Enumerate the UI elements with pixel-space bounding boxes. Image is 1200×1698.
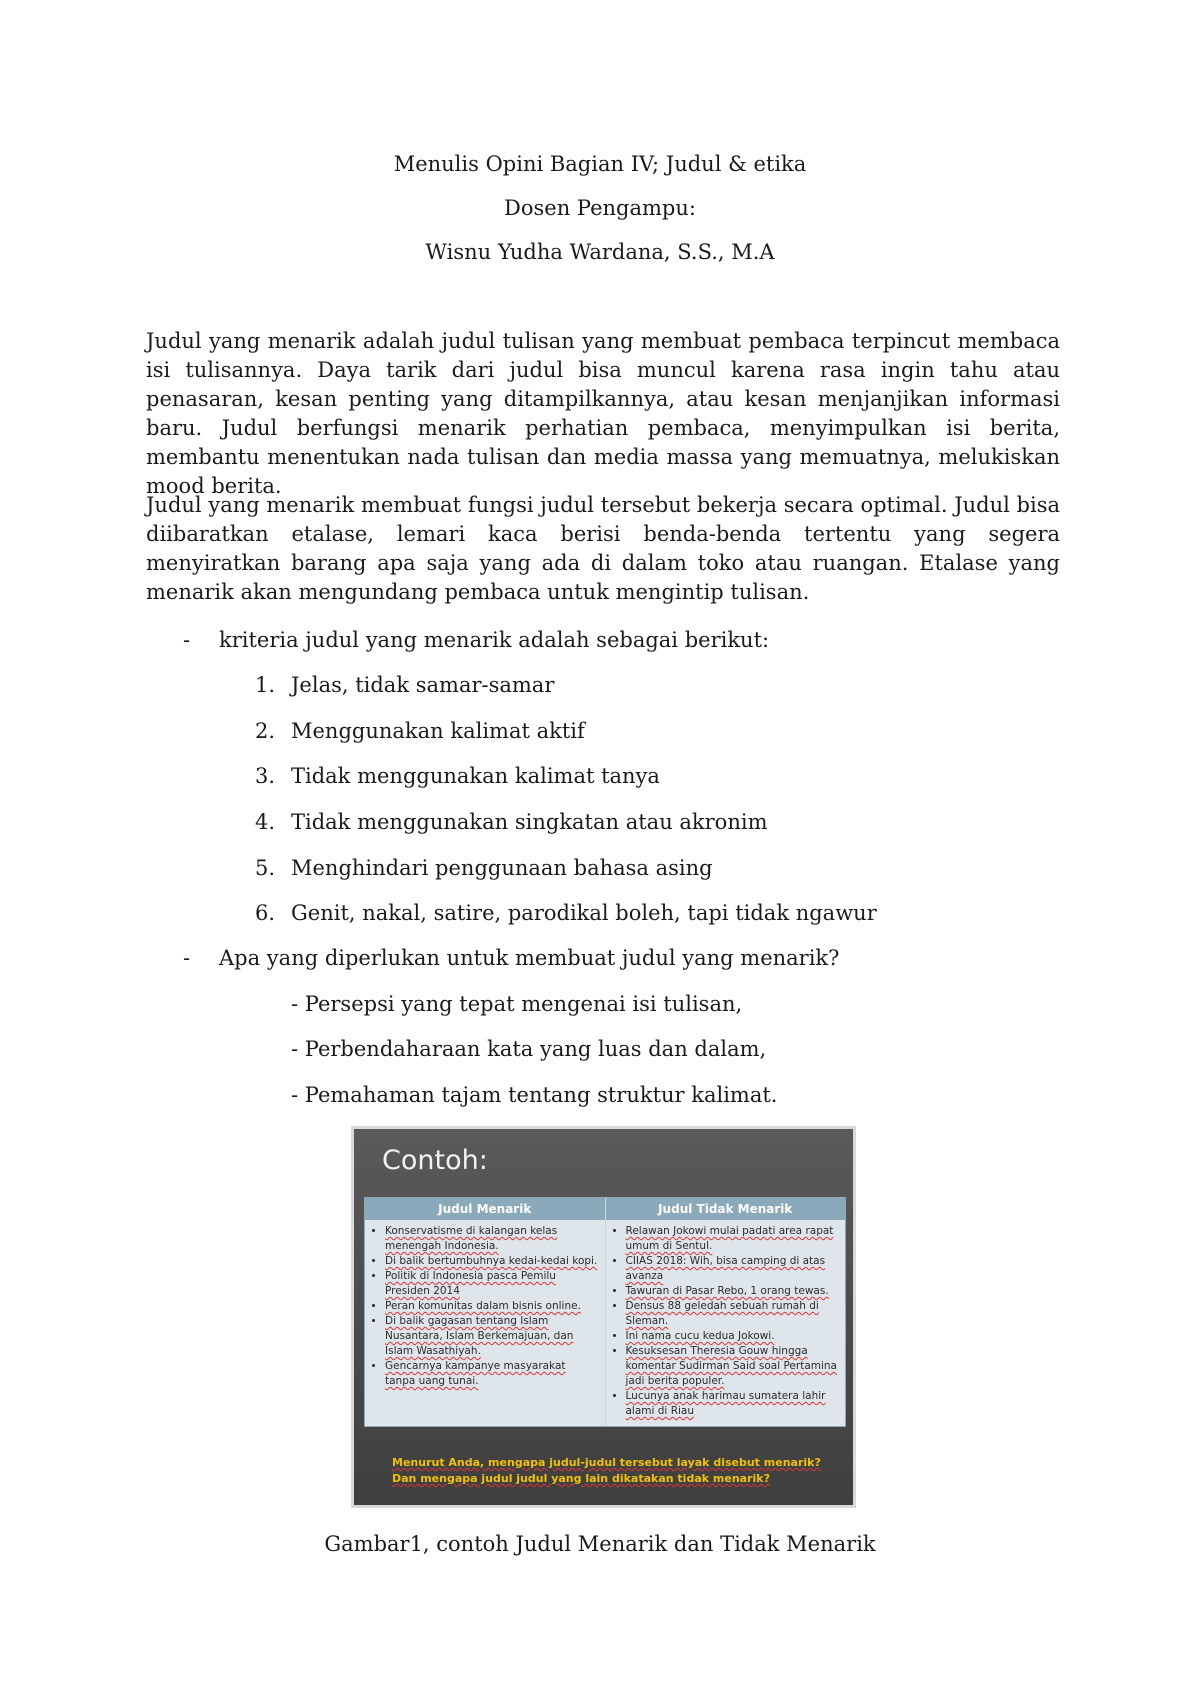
paragraph-1: Judul yang menarik adalah judul tulisan yang membuat pembaca terpincut membaca isi tulisannya. Daya tarik dari judul bisa muncul karena rasa ingin tahu atau penasaran, kesan penting yang ditampilkannya, atau kesan menjanjikan informasi baru. Judul berfungsi menarik perhatian pembaca, menyimpulkan isi berita, membantu menentukan nada tulisan dan media massa yang memuatnya, melukiskan mood berita.	[146, 329, 1060, 498]
criteria-item: 5. Menghindari penggunaan bahasa asing	[255, 856, 713, 880]
list-item: • Densus 88 geledah sebuah rumah di Sleman.	[626, 1299, 840, 1329]
needs-item: - Pemahaman tajam tentang struktur kalimat.	[291, 1083, 778, 1107]
criteria-item: 2. Menggunakan kalimat aktif	[255, 719, 585, 743]
list-item: • Gencarnya kampanye masyarakat tanpa uang tunai.	[385, 1359, 599, 1389]
paragraph-2: Judul yang menarik membuat fungsi judul tersebut bekerja secara optimal. Judul bisa diibaratkan etalase, lemari kaca berisi benda-benda tertentu yang segera menyiratkan barang apa saja yang ada di dalam toko atau ruangan. Etalase yang menarik akan mengundang pembaca untuk mengintip tulisan.	[146, 493, 1060, 604]
lecturer-label: Dosen Pengampu:	[504, 196, 696, 220]
needs-item: - Perbendaharaan kata yang luas dan dalam,	[291, 1037, 767, 1061]
col-menarik	[365, 1220, 606, 1426]
list-item: • Peran komunitas dalam bisnis online.	[385, 1299, 599, 1314]
list-item: • Ini nama cucu kedua Jokowi.	[626, 1329, 840, 1344]
criteria-item: 6. Genit, nakal, satire, parodikal boleh, tapi tidak ngawur	[255, 901, 877, 925]
slide-comparison-table	[364, 1197, 846, 1427]
col-tidak-menarik	[606, 1220, 846, 1426]
list-item: • Lucunya anak harimau sumatera lahir alami di Riau	[626, 1389, 840, 1419]
needs-item: - Persepsi yang tepat mengenai isi tulisan,	[291, 992, 743, 1016]
list-item: • Di balik gagasan tentang Islam Nusantara, Islam Berkemajuan, dan Islam Wasathiyah.	[385, 1314, 599, 1359]
col-header-menarik: Judul Menarik	[365, 1198, 606, 1220]
list-item: • Konservatisme di kalangan kelas menengah Indonesia.	[385, 1224, 599, 1254]
criteria-item: 1. Jelas, tidak samar-samar	[255, 673, 555, 697]
criteria-item: 4. Tidak menggunakan singkatan atau akronim	[255, 810, 768, 834]
dash-bullet: -	[183, 946, 191, 970]
figure-caption: Gambar1, contoh Judul Menarik dan Tidak Menarik	[324, 1532, 876, 1556]
lecturer-name: Wisnu Yudha Wardana, S.S., M.A	[425, 240, 775, 264]
needs-intro-text: Apa yang diperlukan untuk membuat judul yang menarik?	[219, 946, 840, 970]
list-item: • Kesuksesan Theresia Gouw hingga komentar Sudirman Said soal Pertamina jadi berita populer.	[626, 1344, 840, 1389]
dash-bullet: -	[183, 628, 191, 652]
criteria-intro-text: kriteria judul yang menarik adalah sebagai berikut:	[219, 628, 770, 652]
slide-title: Contoh:	[382, 1145, 488, 1176]
col-header-tidak-menarik: Judul Tidak Menarik	[658, 1202, 793, 1216]
document-header	[0, 142, 1200, 274]
slide-question: Menurut Anda, mengapa judul-judul tersebut layak disebut menarik? Dan mengapa judul judul yang lain dikatakan tidak menarik?	[392, 1456, 821, 1485]
list-item: • Tawuran di Pasar Rebo, 1 orang tewas.	[626, 1284, 840, 1299]
list-item: • Politik di Indonesia pasca Pemilu Presiden 2014	[385, 1269, 599, 1299]
document-title: Menulis Opini Bagian IV; Judul & etika	[393, 152, 807, 176]
list-item: • Relawan Jokowi mulai padati area rapat umum di Sentul.	[626, 1224, 840, 1254]
list-item: • Di balik bertumbuhnya kedai-kedai kopi.	[385, 1254, 599, 1269]
example-slide-image	[351, 1126, 856, 1508]
criteria-item: 3. Tidak menggunakan kalimat tanya	[255, 764, 660, 788]
list-item: • CIIAS 2018: Wih, bisa camping di atas avanza	[626, 1254, 840, 1284]
slide-table-header	[365, 1198, 845, 1220]
